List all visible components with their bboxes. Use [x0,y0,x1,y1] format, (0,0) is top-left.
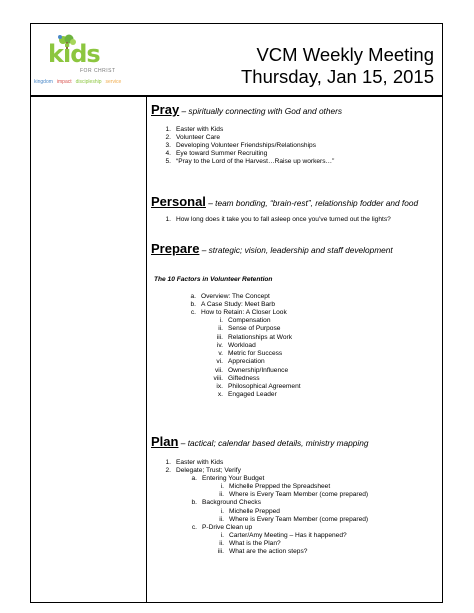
prepare-heading [151,240,393,258]
list-item: b. Background Checks [191,499,262,507]
list-item: iii. What are the action steps? [217,548,308,556]
list-item: 1. Easter with Kids [165,126,224,133]
list-item: v. Metric for Success [218,350,283,357]
prepare-heading-desc: – strategic; vision, leadership and staff development [199,245,393,255]
list-item: iii. Relationships at Work [216,333,293,341]
tagline-word: discipleship [75,79,102,85]
list-item: 4. Eye toward Summer Recruiting [165,150,268,158]
list-item: i. Michelle Prepped [220,507,280,515]
list-item: 2. Delegate; Trust; Verify [165,467,241,475]
list-item: ix. Philosophical Agreement [216,383,301,390]
logo-wordmark: kids [48,40,100,68]
meeting-title: VCM Weekly Meeting [256,44,434,65]
pray-list [165,126,335,166]
list-item: ii. What is the Plan? [219,539,281,547]
list-item: iv. Workload [216,341,256,349]
list-item: ii. Where is Every Team Member (come prepared) [219,491,369,499]
list-item: i. Michelle Prepped the Spreadsheet [220,483,331,491]
tagline-word: service [105,79,122,85]
list-item: vi. Appreciation [216,358,265,366]
list-item: ii. Where is Every Team Member (come prepared) [219,515,369,523]
personal-heading [151,193,418,211]
plan-list [165,459,369,556]
list-item: i. Carter/Amy Meeting – Has it happened? [220,531,347,539]
list-item: 3. Developing Volunteer Friendships/Relationships [165,142,317,150]
plan-heading [151,433,368,451]
list-item: vii. Ownership/Influence [214,366,289,374]
list-item: 2. Volunteer Care [165,134,220,142]
prepare-outline [190,293,287,317]
meeting-date: Thursday, Jan 15, 2015 [240,66,434,87]
list-item: 1. How long does it take you to fall asleep once you’ve turned out the lights? [165,216,391,223]
list-item: a. Overview: The Concept [190,293,270,300]
list-item: 5. “Pray to the Lord of the Harvest…Raise up workers…” [165,158,335,166]
pray-heading [151,101,342,119]
tagline-word: kingdom [34,79,53,85]
retention-subheading: The 10 Factors in Volunteer Retention [154,276,273,283]
list-item: viii. Giftedness [213,374,260,382]
pray-heading-word: Pray [151,102,180,117]
kids-for-christ-logo [34,34,140,92]
list-item: a. Entering Your Budget [191,475,265,483]
left-margin-divider [146,96,147,603]
personal-heading-desc: – team bonding, “brain-rest”, relationship fodder and food [205,198,419,208]
tagline-word: impact [56,79,72,85]
pray-heading-desc: – spiritually connecting with God and others [179,106,343,116]
logo-subtitle: FOR CHRIST [80,68,116,74]
factors-list [213,317,301,400]
list-item: c. How to Retain: A Closer Look [190,309,287,317]
plan-heading-word: Plan [151,434,179,449]
list-item: ii. Sense of Purpose [218,325,281,333]
personal-list [165,216,391,224]
list-item: i. Compensation [219,317,271,324]
list-item: x. Engaged Leader [217,391,277,399]
plan-heading-desc: – tactical; calendar based details, ministry mapping [178,438,369,448]
prepare-heading-word: Prepare [151,241,200,256]
personal-heading-word: Personal [151,194,206,209]
logo-tagline [34,79,125,85]
list-item: b. A Case Study: Meet Barb [190,301,276,309]
list-item: c. P-Drive Clean up [191,523,253,531]
header-divider [30,95,443,97]
list-item: 1. Easter with Kids [165,459,224,466]
